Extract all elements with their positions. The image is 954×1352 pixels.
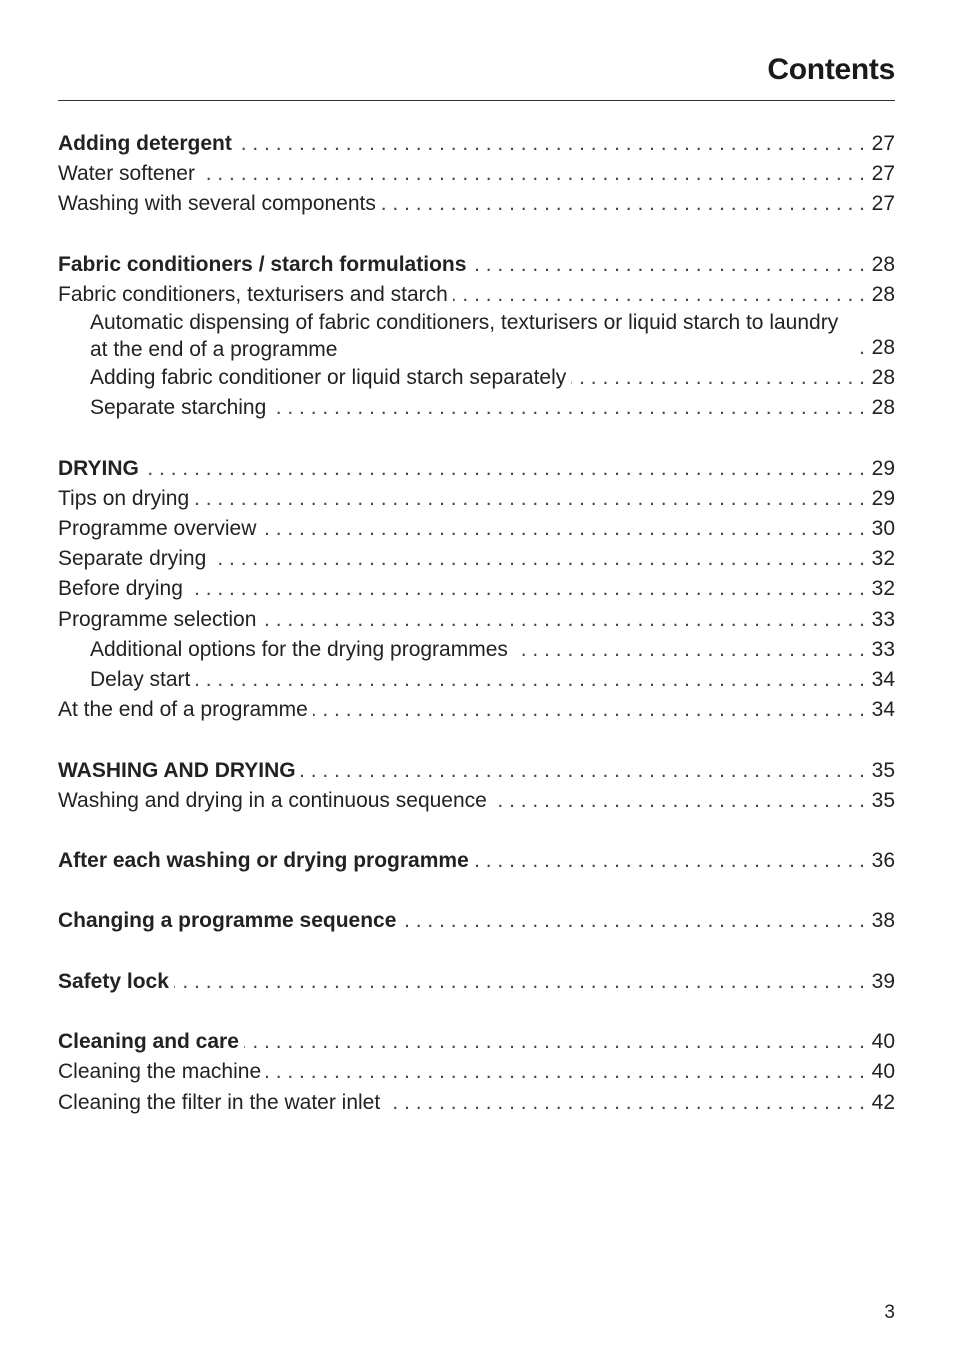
toc-subentry[interactable] bbox=[58, 635, 895, 665]
toc-entry-label: Adding detergent bbox=[58, 131, 232, 155]
toc-entry[interactable] bbox=[58, 484, 895, 514]
toc-entry-page: 33 bbox=[871, 637, 895, 661]
toc-entry-label: After each washing or drying programme bbox=[58, 849, 469, 873]
toc-heading-entry[interactable] bbox=[58, 1027, 895, 1057]
dot-leader bbox=[301, 756, 869, 786]
toc-entry[interactable] bbox=[58, 786, 895, 816]
toc-entry-page: 27 bbox=[871, 192, 895, 216]
toc-entry-page: 34 bbox=[871, 667, 895, 691]
toc-section bbox=[58, 129, 895, 220]
toc-subentry[interactable] bbox=[58, 310, 895, 363]
page-title: Contents bbox=[767, 53, 895, 86]
toc-entry-page: 28 bbox=[871, 335, 895, 359]
toc-entry-label: Programme overview bbox=[58, 517, 257, 541]
toc-section bbox=[58, 907, 895, 937]
toc-entry-label: Fabric conditioners, texturisers and starch bbox=[58, 282, 448, 306]
toc-entry-page: 28 bbox=[871, 252, 895, 276]
toc-entry[interactable] bbox=[58, 189, 895, 219]
toc-entry-page: 28 bbox=[871, 282, 895, 306]
dot-leader bbox=[261, 605, 869, 635]
toc-entry-page: 36 bbox=[871, 849, 895, 873]
toc-entry-label: DRYING bbox=[58, 456, 139, 480]
toc-entry-label: Automatic dispensing of fabric conditioners, texturisers or liquid starch to laundry at the end of a programme bbox=[90, 311, 839, 361]
toc-entry-label: Additional options for the drying programmes bbox=[90, 637, 508, 661]
toc-entry-page: 28 bbox=[871, 366, 895, 390]
toc-entry-label: Separate starching bbox=[90, 396, 267, 420]
toc-entry[interactable] bbox=[58, 574, 895, 604]
dot-leader bbox=[385, 1088, 869, 1118]
dot-leader bbox=[453, 280, 869, 310]
dot-leader bbox=[271, 393, 869, 423]
toc-entry-label: Separate drying bbox=[58, 547, 207, 571]
dot-leader bbox=[381, 189, 869, 219]
toc-subentry[interactable] bbox=[58, 393, 895, 423]
dot-leader bbox=[195, 665, 869, 695]
toc-heading-entry[interactable] bbox=[58, 907, 895, 937]
toc-heading-entry[interactable] bbox=[58, 129, 895, 159]
toc-entry-label: Cleaning the machine bbox=[58, 1060, 262, 1084]
toc-section bbox=[58, 967, 895, 997]
dot-leader bbox=[492, 786, 869, 816]
toc-entry-page: 32 bbox=[871, 547, 895, 571]
toc-entry-page: 27 bbox=[871, 162, 895, 186]
toc-entry[interactable] bbox=[58, 544, 895, 574]
toc-heading-entry[interactable] bbox=[58, 250, 895, 280]
toc-entry-label: Changing a programme sequence bbox=[58, 909, 397, 933]
toc-entry-label: Water softener bbox=[58, 162, 195, 186]
toc-entry-label: Safety lock bbox=[58, 969, 169, 993]
page-number: 3 bbox=[884, 1302, 895, 1323]
toc-entry-page: 27 bbox=[871, 131, 895, 155]
toc-entry-label: At the end of a programme bbox=[58, 698, 308, 722]
toc-entry-label: Fabric conditioners / starch formulations bbox=[58, 252, 467, 276]
toc-entry-label: Tips on drying bbox=[58, 486, 190, 510]
toc-entry[interactable] bbox=[58, 514, 895, 544]
toc-entry-label: Washing with several components bbox=[58, 192, 376, 216]
toc-entry-page: 30 bbox=[871, 517, 895, 541]
toc-heading-entry[interactable] bbox=[58, 846, 895, 876]
toc-heading-entry[interactable] bbox=[58, 967, 895, 997]
dot-leader bbox=[211, 544, 869, 574]
toc-section bbox=[58, 1027, 895, 1118]
dot-leader bbox=[237, 129, 869, 159]
toc-section bbox=[58, 846, 895, 876]
toc-entry-label: Washing and drying in a continuous sequence bbox=[58, 788, 487, 812]
toc-section bbox=[58, 454, 895, 726]
dot-leader bbox=[471, 250, 869, 280]
toc-entry-page: 40 bbox=[871, 1060, 895, 1084]
toc-entry[interactable] bbox=[58, 280, 895, 310]
dot-leader bbox=[266, 1057, 869, 1087]
title-divider bbox=[58, 100, 895, 101]
toc-subentry[interactable] bbox=[58, 665, 895, 695]
toc-section bbox=[58, 250, 895, 424]
dot-leader bbox=[244, 1027, 869, 1057]
dot-leader bbox=[855, 333, 869, 363]
toc-entry-page: 32 bbox=[871, 577, 895, 601]
toc-entry-page: 35 bbox=[871, 788, 895, 812]
toc-entry-label: Before drying bbox=[58, 577, 183, 601]
dot-leader bbox=[313, 695, 869, 725]
toc-entry-label: Delay start bbox=[90, 667, 191, 691]
toc-entry[interactable] bbox=[58, 605, 895, 635]
toc-entry[interactable] bbox=[58, 695, 895, 725]
toc-entry-page: 35 bbox=[871, 758, 895, 782]
toc-entry-page: 39 bbox=[871, 969, 895, 993]
toc-entry-page: 38 bbox=[871, 909, 895, 933]
dot-leader bbox=[261, 514, 869, 544]
toc-entry-label: Adding fabric conditioner or liquid starch separately bbox=[90, 366, 567, 390]
dot-leader bbox=[571, 363, 869, 393]
dot-leader bbox=[144, 454, 869, 484]
toc-entry-page: 33 bbox=[871, 607, 895, 631]
toc-subentry[interactable] bbox=[58, 363, 895, 393]
toc-entry[interactable] bbox=[58, 1057, 895, 1087]
toc-entry-label: WASHING AND DRYING bbox=[58, 758, 296, 782]
dot-leader bbox=[174, 967, 869, 997]
dot-leader bbox=[188, 574, 869, 604]
dot-leader bbox=[194, 484, 869, 514]
toc-entry-page: 40 bbox=[871, 1030, 895, 1054]
dot-leader bbox=[513, 635, 869, 665]
toc-entry-label: Cleaning and care bbox=[58, 1030, 239, 1054]
toc-heading-entry[interactable] bbox=[58, 756, 895, 786]
toc-entry-label: Cleaning the filter in the water inlet bbox=[58, 1090, 381, 1114]
toc-entry-page: 29 bbox=[871, 486, 895, 510]
toc-heading-entry[interactable] bbox=[58, 454, 895, 484]
toc-entry-page: 34 bbox=[871, 698, 895, 722]
toc-section bbox=[58, 756, 895, 816]
table-of-contents bbox=[58, 129, 895, 1148]
toc-entry-page: 42 bbox=[871, 1090, 895, 1114]
dot-leader bbox=[401, 906, 869, 936]
toc-entry-page: 28 bbox=[871, 396, 895, 420]
toc-entry-label: Programme selection bbox=[58, 607, 257, 631]
toc-entry[interactable] bbox=[58, 1088, 895, 1118]
toc-entry-page: 29 bbox=[871, 456, 895, 480]
toc-entry[interactable] bbox=[58, 159, 895, 189]
dot-leader bbox=[474, 846, 869, 876]
dot-leader bbox=[200, 159, 869, 189]
